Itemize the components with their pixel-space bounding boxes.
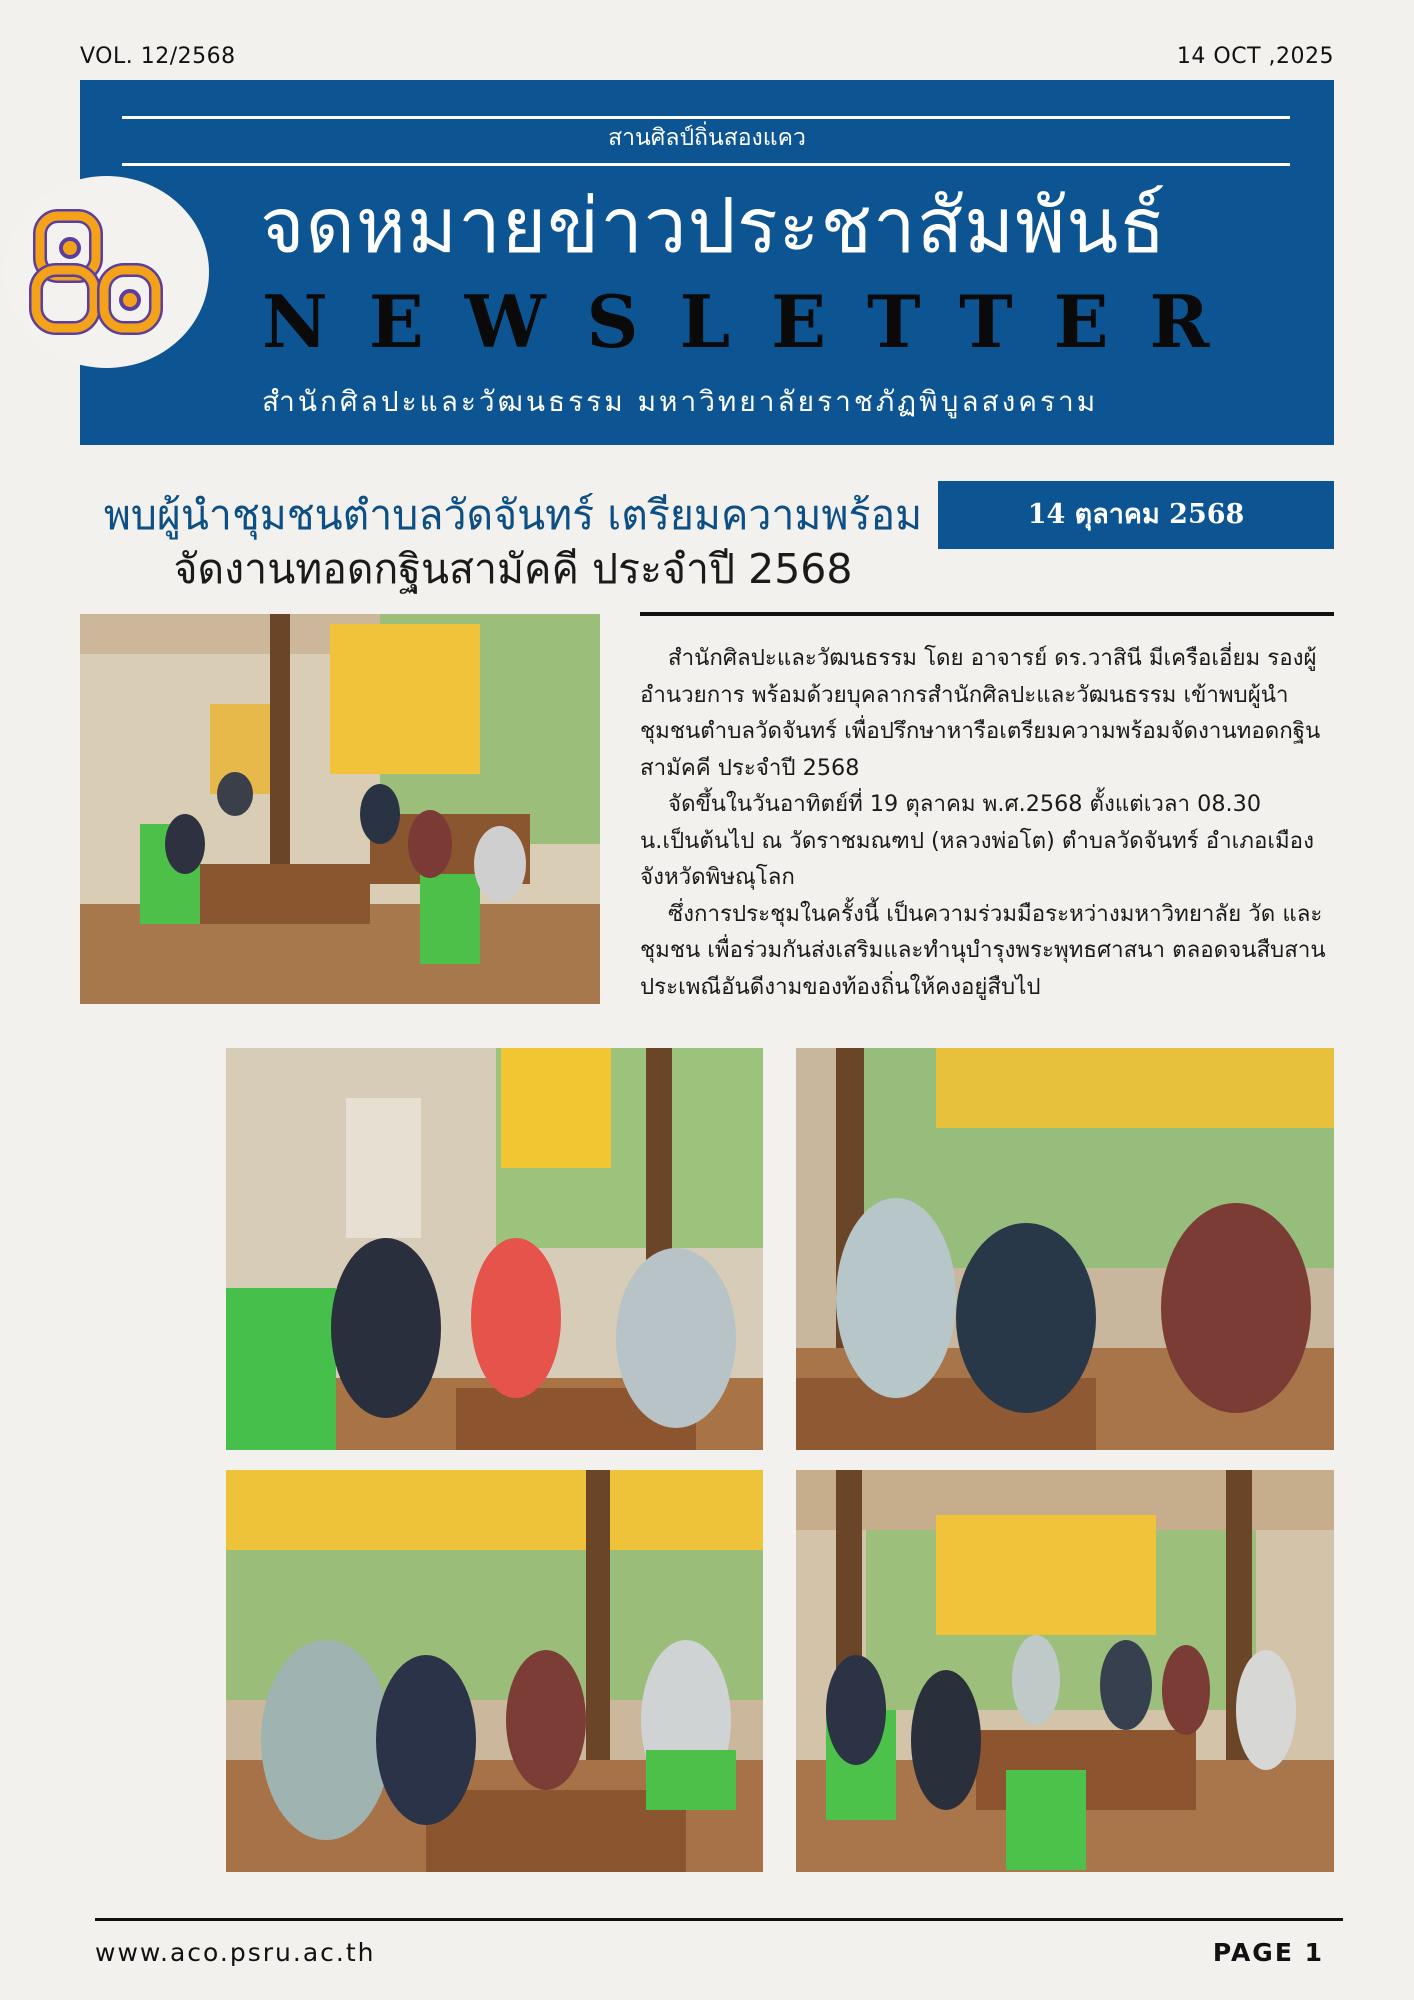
article-headline (88, 488, 938, 596)
issue-date: 14 OCT ,2025 (1176, 44, 1334, 69)
arts-culture-logo-icon (4, 176, 209, 368)
page-number: PAGE 1 (1212, 1938, 1324, 1967)
article-body (640, 640, 1340, 1005)
banner-title-thai: จดหมายข่าวประชาสัมพันธ์ (260, 181, 1167, 270)
article-paragraph: ซึ่งการประชุมในครั้งนี้ เป็นความร่วมมือระหว่างมหาวิทยาลัย วัด และชุมชน เพื่อร่วมกันส่งเสริมและทำนุบำรุงพระพุทธศาสนา ตลอดจนสืบสานประเพณีอันดีงามของท้องถิ่นให้คงอยู่สืบไป (640, 900, 1326, 1000)
article-paragraph: จัดขึ้นในวันอาทิตย์ที่ 19 ตุลาคม พ.ศ.2568 ตั้งแต่เวลา 08.30 น.เป็นต้นไป ณ วัดราชมณฑป (หลวงพ่อโต) ตำบลวัดจันทร์ อำเภอเมือง จังหวัดพิษณุโลก (640, 791, 1314, 890)
meeting-group-photo (226, 1470, 763, 1872)
masthead-banner (80, 80, 1334, 445)
meeting-right-photo (796, 1048, 1334, 1450)
volume-label: VOL. 12/2568 (80, 44, 236, 69)
meeting-left-photo (226, 1048, 763, 1450)
meeting-wide-photo (796, 1470, 1334, 1872)
headline-line-2: จัดงานทอดกฐินสามัคคี ประจำปี 2568 (173, 545, 853, 593)
banner-subtitle: สานศิลป์ถิ่นสองแคว (608, 125, 806, 151)
banner-organization: สำนักศิลปะและวัฒนธรรม มหาวิทยาลัยราชภัฏพิบูลสงคราม (262, 385, 1099, 418)
headline-line-1: พบผู้นำชุมชนตำบลวัดจันทร์ เตรียมความพร้อม (103, 491, 923, 539)
banner-rule-top (122, 116, 1290, 119)
banner-title-en: NEWSLETTER (262, 279, 1251, 364)
article-paragraph: สำนักศิลปะและวัฒนธรรม โดย อาจารย์ ดร.วาสินี มีเครือเอี่ยม รองผู้อำนวยการ พร้อมด้วยบุคลากรสำนักศิลปะและวัฒนธรรม เข้าพบผู้นำชุมชนตำบลวัดจันทร์ เพื่อปรึกษาหารือเตรียมความพร้อมจัดงานทอดกฐินสามัคคี ประจำปี 2568 (640, 645, 1321, 781)
footer-website-link[interactable]: www.aco.psru.ac.th (95, 1938, 376, 1967)
banner-rule-bottom (122, 163, 1290, 166)
article-date-badge: 14 ตุลาคม 2568 (938, 481, 1334, 549)
footer-divider (95, 1918, 1343, 1921)
meeting-overview-photo (80, 614, 600, 1004)
article-divider (640, 612, 1334, 616)
